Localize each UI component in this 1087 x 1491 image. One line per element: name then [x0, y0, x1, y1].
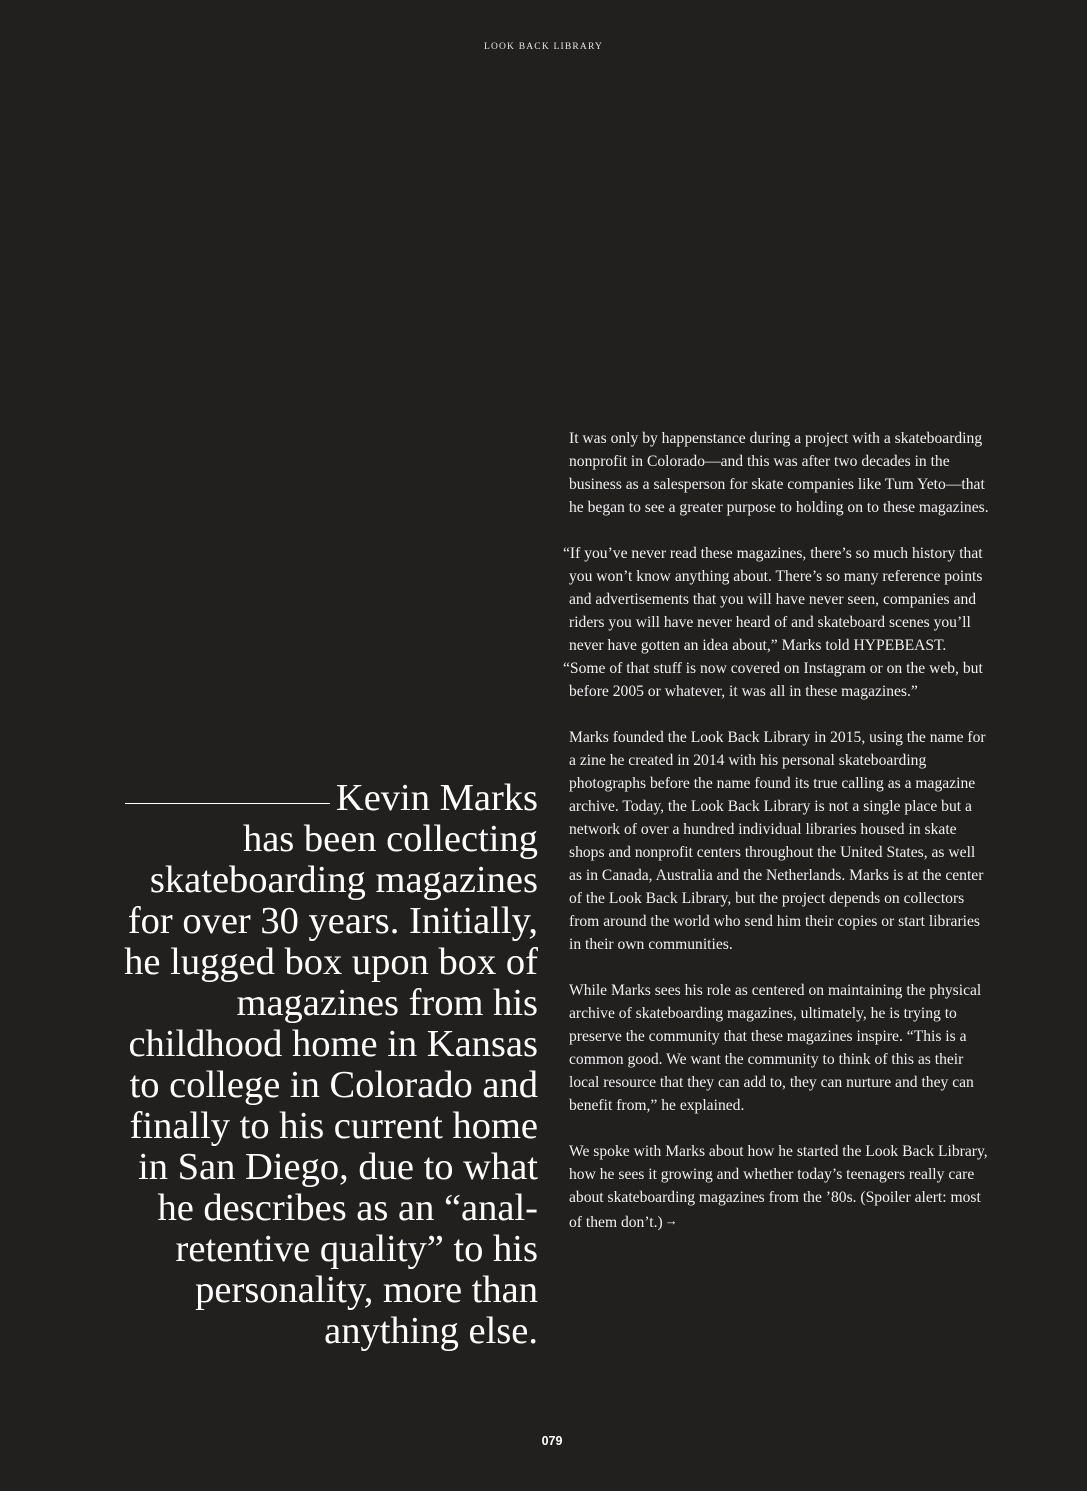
pull-quote-rule: [125, 803, 330, 804]
body-paragraph-2: Marks founded the Look Back Library in 2015, using the name for a zine he created in 2014 with his personal skateboarding photographs before the name found its true calling as a magazine archive. Today, the Look Back Library is not a single place but a network of over a hundred individual libraries housed in skate shops and nonprofit centers throughout the United States, as well as in Canada, Australia and the Netherlands. Marks is at the center of the Look Back Library, but the project depends on collectors from around the world who send him their copies or start libraries in their own communities.: [569, 729, 986, 953]
body-paragraph-4-text: We spoke with Marks about how he started the Look Back Library, how he sees it growing and whether today’s teenagers really care about skateboarding magazines from the ’80s. (Spoiler alert: most of them don’t.): [569, 1143, 988, 1231]
body-column: [563, 427, 989, 1257]
body-paragraph-4: [569, 1140, 989, 1234]
body-paragraph-3: While Marks sees his role as centered on maintaining the physical archive of skateboarding magazines, ultimately, he is trying to preserve the community that these magazines inspire. “This is a common good. We want the community to think of this as their local resource that they can add to, they can nurture and they can benefit from,” he explained.: [569, 982, 982, 1114]
running-header: LOOK BACK LIBRARY: [483, 42, 604, 52]
body-paragraph-1: It was only by happenstance during a project with a skateboarding nonprofit in Colorado—and this was after two decades in the business as a salesperson for skate companies like Tum Yeto—that he began to see a greater purpose to holding on to these magazines.: [569, 430, 989, 516]
body-quote-1: “If you’ve never read these magazines, there’s so much history that you won’t know anything about. There’s so many reference points and advertisements that you will have never seen, companies and riders you will have never heard of and skateboard scenes you’ll never have gotten an idea about,” Marks told HYPEBEAST.: [563, 545, 983, 654]
page-number: 079: [541, 1434, 563, 1448]
pull-quote: [100, 778, 538, 1352]
pull-quote-text: Kevin Marks has been collecting skateboarding magazines for over 30 years. Initially, he lugged box upon box of magazines from his childhood home in Kansas to college in Colorado and finally to his current home in San Diego, due to what he describes as an “anal-retentive quality” to his personality, more than anything else.: [124, 777, 538, 1352]
continue-arrow-icon: →: [664, 1213, 678, 1228]
body-quote-2: “Some of that stuff is now covered on Instagram or on the web, but before 2005 or whatever, it was all in these magazines.”: [563, 660, 983, 700]
